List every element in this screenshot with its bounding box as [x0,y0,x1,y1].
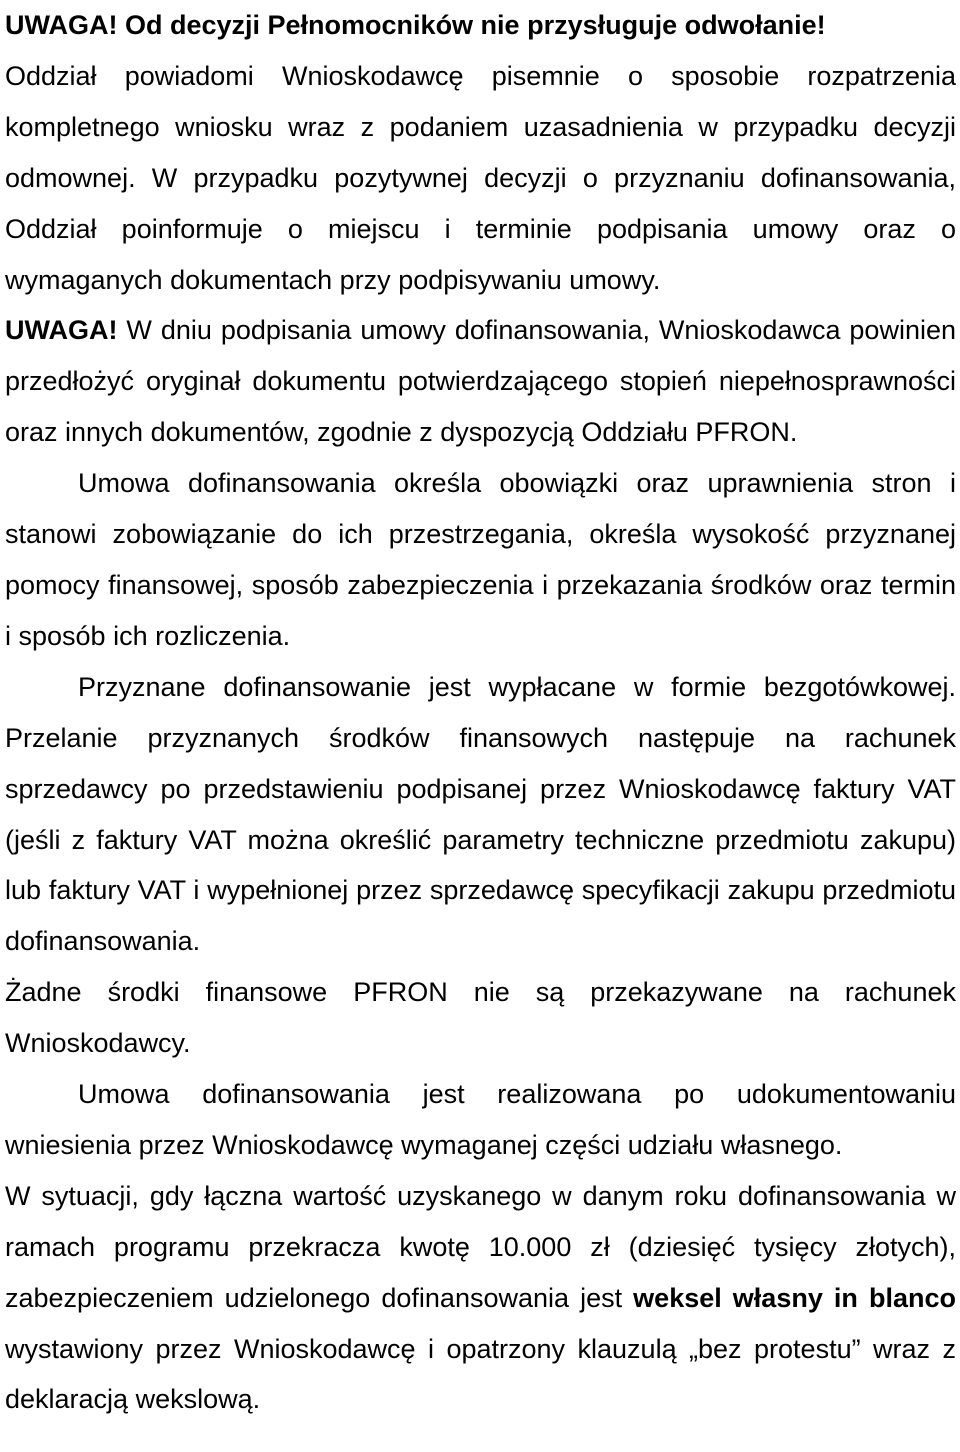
paragraph-own-contribution: Umowa dofinansowania jest realizowana po udokumentowaniu wniesienia przez Wnioskodawcę wymaganej części udziału własnego. [5,1079,956,1160]
security-promissory-note: weksel własny in blanco [633,1282,956,1313]
warning-label: UWAGA! [5,315,118,346]
paragraph-security [5,1171,956,1426]
security-text-before: W sytuacji, gdy łączna wartość uzyskanego w danym roku dofinansowania w ramach programu przekracza kwotę 10.000 zł (dziesięć tysięcy złotych), zabezpieczeniem udzielonego dofinansowania jest [5,1180,956,1313]
document-page [5,0,956,1425]
decision-notice-text: Oddział powiadomi Wnioskodawcę pisemnie o sposobie rozpatrzenia kompletnego wniosku wraz z podaniem uzasadnienia w przypadku decyzji odmownej. W przypadku pozytywnej decyzji o przyznaniu dofinansowania, Oddział poinformuje o miejscu i terminie podpisania umowy oraz o wymaganych dokumentach przy podpisywaniu umowy. [5,60,956,295]
security-text-after: wystawiony przez Wnioskodawcę i opatrzony klauzulą „bez protestu” wraz z deklaracją wekslową. [5,1333,956,1415]
paragraph-agreement-scope: Umowa dofinansowania określa obowiązki oraz uprawnienia stron i stanowi zobowiązanie do ich przestrzegania, określa wysokość przyznanej pomocy finansowej, sposób zabezpieczenia i przekazania środków oraz termin i sposób ich rozliczenia. [5,468,956,651]
paragraph-no-transfer: Żadne środki finansowe PFRON nie są przekazywane na rachunek Wnioskodawcy. [5,977,956,1059]
paragraph-decision-notice [5,0,956,458]
original-documents-text: W dniu podpisania umowy dofinansowania, Wnioskodawca powinien przedłożyć oryginał dokumentu potwierdzającego stopień niepełnosprawności oraz innych dokumentów, zgodnie z dyspozycją Oddziału PFRON. [5,315,956,448]
paragraph-payment-form: Przyznane dofinansowanie jest wypłacane w formie bezgotówkowej. Przelanie przyznanych środków finansowych następuje na rachunek sprzedawcy po przedstawieniu podpisanej przez Wnioskodawcę faktury VAT (jeśli z faktury VAT można określić parametry techniczne przedmiotu zakupu) lub faktury VAT i wypełnionej przez sprzedawcę specyfikacji zakupu przedmiotu dofinansowania. [5,671,956,957]
warning-no-appeal: UWAGA! Od decyzji Pełnomocników nie przysługuje odwołanie! [5,10,826,40]
